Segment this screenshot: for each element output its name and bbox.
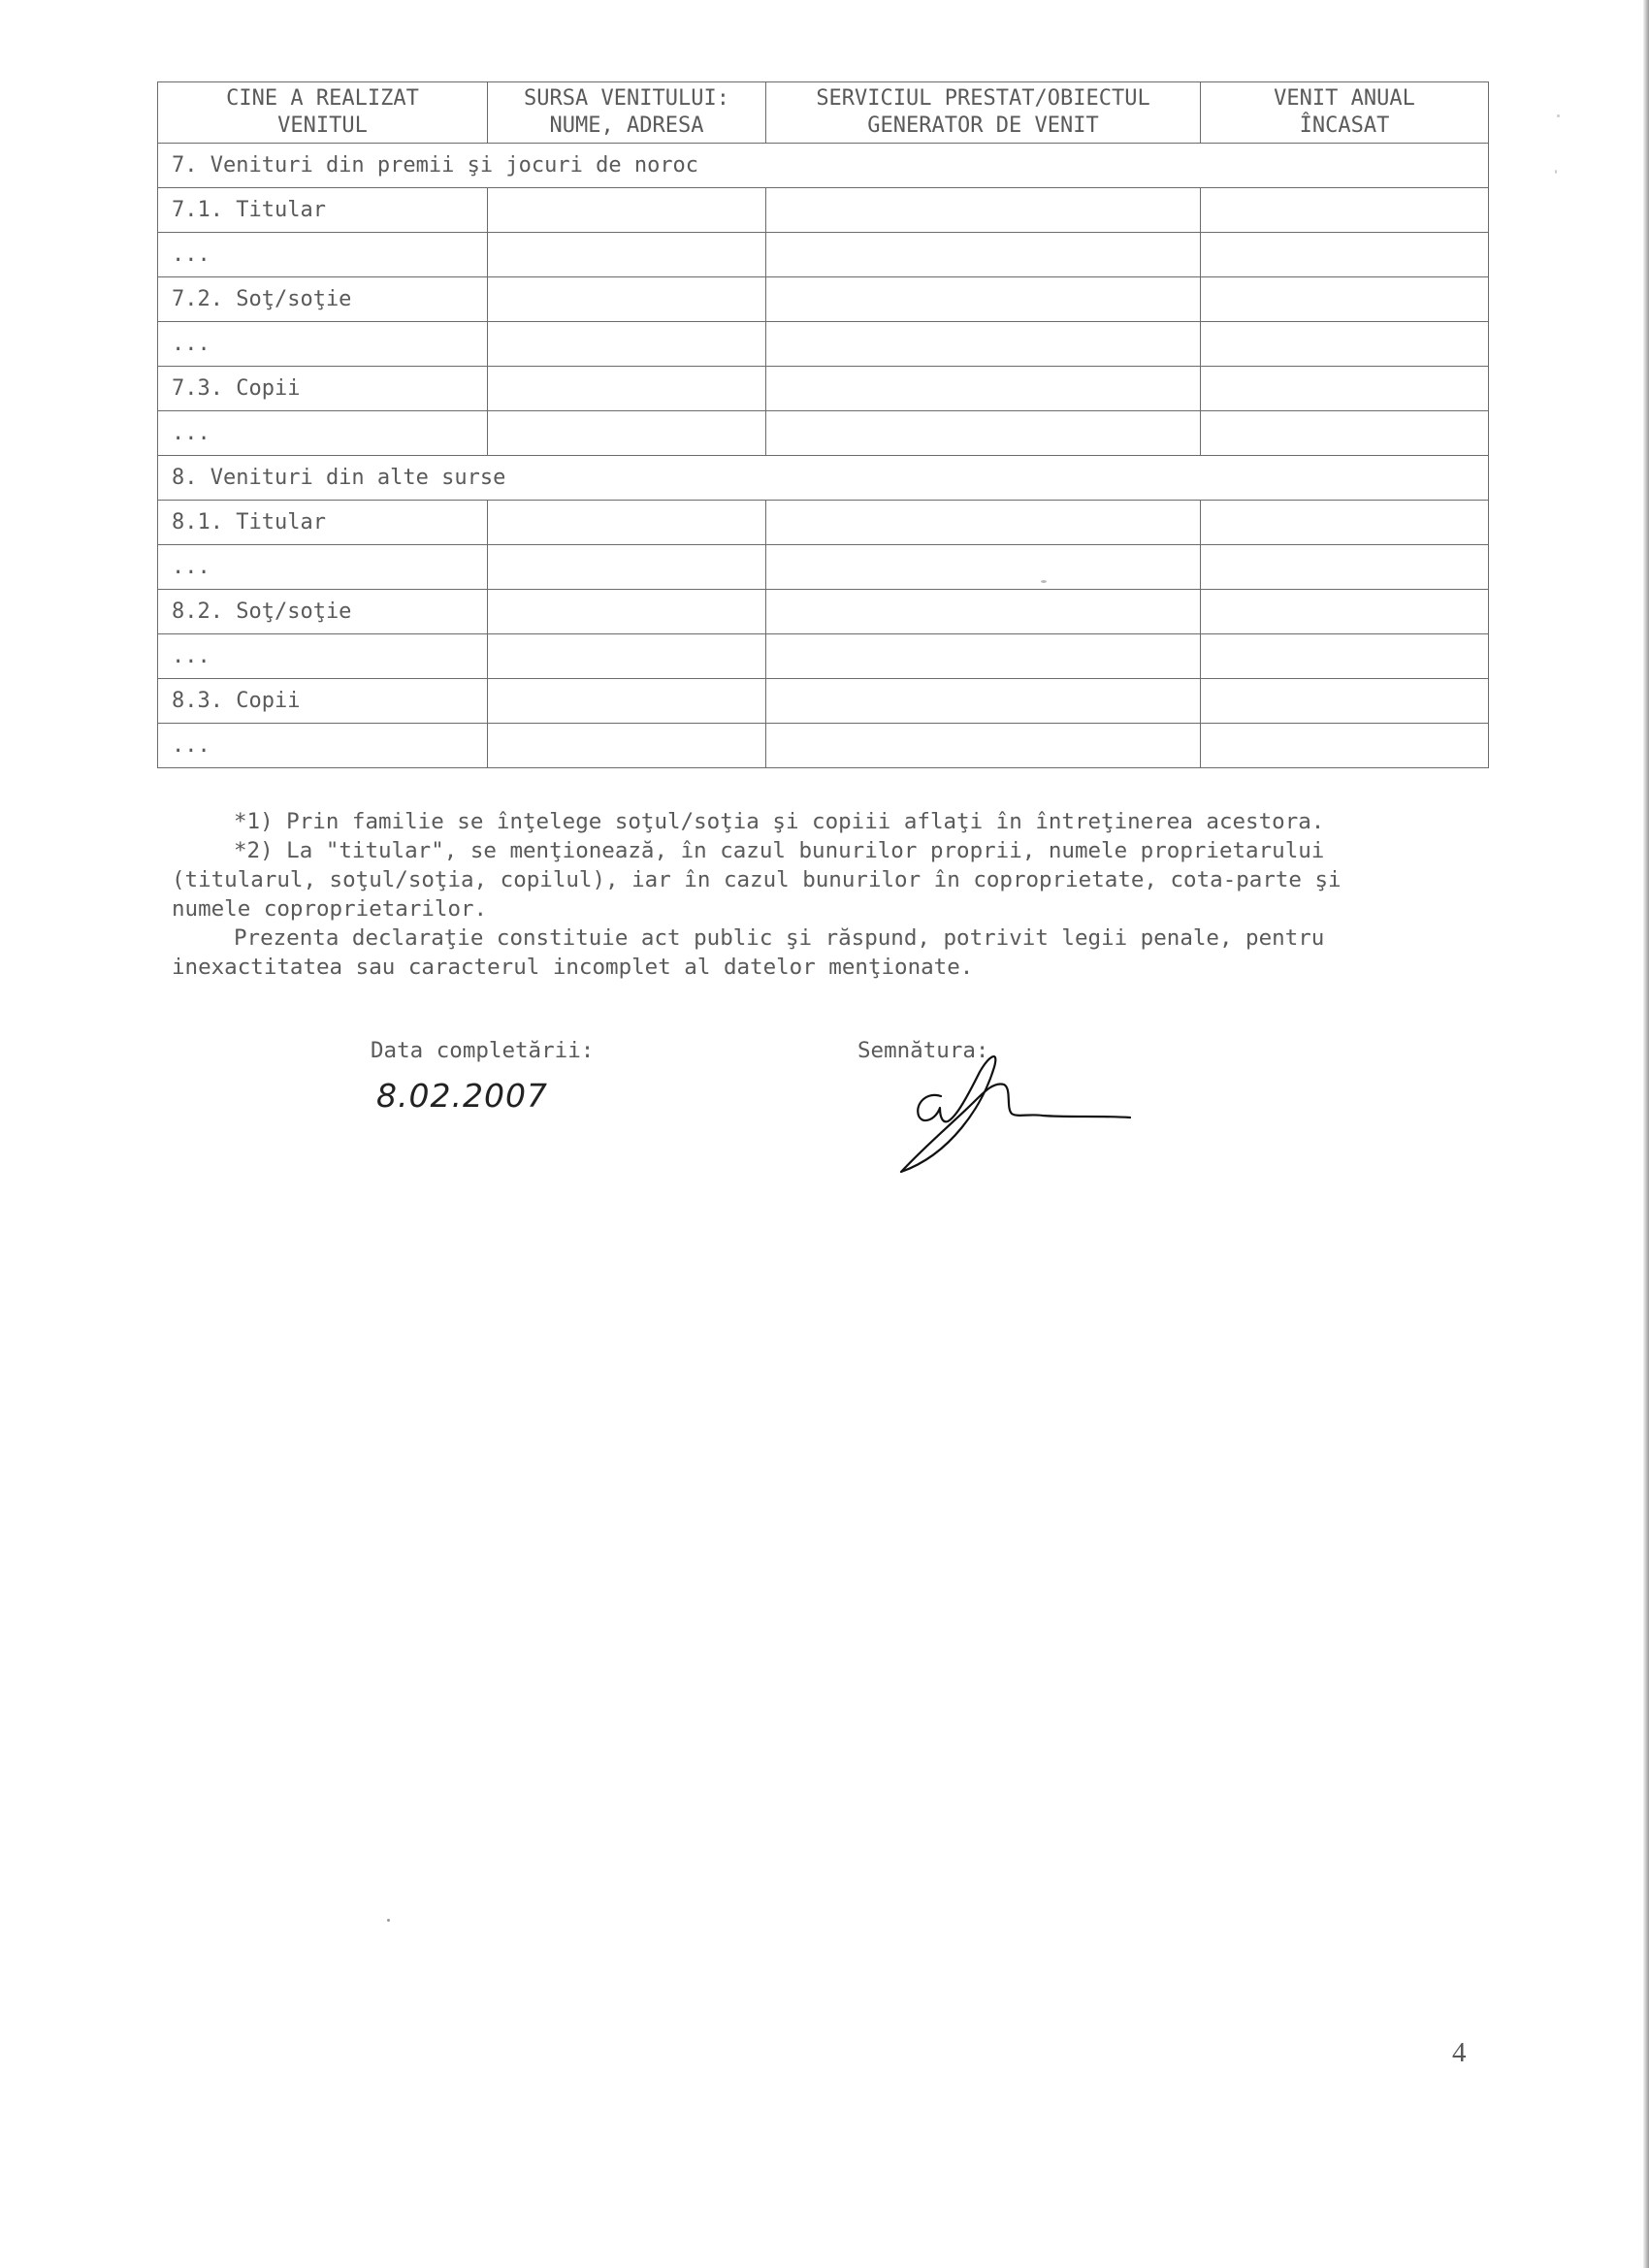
empty-cell — [1201, 590, 1489, 634]
empty-cell — [766, 634, 1201, 679]
table-row — [158, 188, 1489, 233]
empty-cell — [488, 411, 766, 456]
empty-cell — [1201, 634, 1489, 679]
empty-cell — [766, 545, 1201, 590]
row-label: ... — [158, 411, 488, 456]
signature-label: Semnătura: — [857, 1038, 989, 1063]
empty-cell — [488, 724, 766, 768]
empty-cell — [488, 322, 766, 367]
row-label: 8.1. Titular — [158, 501, 488, 545]
empty-cell — [1201, 724, 1489, 768]
row-label: ... — [158, 322, 488, 367]
empty-cell — [1201, 501, 1489, 545]
table-row — [158, 501, 1489, 545]
empty-cell — [1201, 367, 1489, 411]
row-label: ... — [158, 724, 488, 768]
page-number: 4 — [1452, 2037, 1467, 2068]
row-label: 7.2. Soţ/soţie — [158, 277, 488, 322]
empty-cell — [766, 501, 1201, 545]
empty-cell — [1201, 679, 1489, 724]
empty-cell — [766, 367, 1201, 411]
row-label: ... — [158, 233, 488, 277]
scan-speck — [1555, 170, 1557, 174]
table-header-row — [158, 82, 1489, 144]
empty-cell — [1201, 233, 1489, 277]
empty-cell — [488, 188, 766, 233]
section-title-row — [158, 456, 1489, 501]
row-label: ... — [158, 545, 488, 590]
table-row — [158, 634, 1489, 679]
empty-cell — [1201, 411, 1489, 456]
row-label: ... — [158, 634, 488, 679]
empty-cell — [488, 679, 766, 724]
empty-cell — [766, 233, 1201, 277]
empty-cell — [766, 188, 1201, 233]
empty-cell — [766, 411, 1201, 456]
empty-cell — [766, 679, 1201, 724]
legal-statement: Prezenta declaraţie constituie act public şi răspund, potrivit legii penale, pentru inexactitatea sau caracterul incomplet al datelor menţionate. — [172, 925, 1325, 980]
empty-cell — [1201, 322, 1489, 367]
empty-cell — [488, 367, 766, 411]
table-row — [158, 322, 1489, 367]
table-row — [158, 277, 1489, 322]
header-service: SERVICIUL PRESTAT/OBIECTUL GENERATOR DE VENIT — [766, 82, 1201, 144]
section-title-row — [158, 144, 1489, 188]
table-row — [158, 411, 1489, 456]
section-title: 8. Venituri din alte surse — [158, 456, 1489, 501]
footnotes — [172, 807, 1423, 982]
empty-cell — [488, 277, 766, 322]
empty-cell — [488, 501, 766, 545]
footnote-2: *2) La "titular", se menţionează, în cazul bunurilor proprii, numele proprietarului (titularul, soţul/soţia, copilul), iar în cazul bunurilor în coproprietate, cota-parte şi numele coproprietarilor. — [172, 838, 1342, 922]
table-row — [158, 724, 1489, 768]
row-label: 8.2. Soţ/soţie — [158, 590, 488, 634]
header-source: SURSA VENITULUI: NUME, ADRESA — [488, 82, 766, 144]
row-label: 7.3. Copii — [158, 367, 488, 411]
table-row — [158, 679, 1489, 724]
empty-cell — [488, 545, 766, 590]
table-row — [158, 233, 1489, 277]
empty-cell — [766, 590, 1201, 634]
empty-cell — [488, 233, 766, 277]
empty-cell — [766, 322, 1201, 367]
header-annual-income: VENIT ANUAL ÎNCASAT — [1201, 82, 1489, 144]
empty-cell — [488, 590, 766, 634]
empty-cell — [1201, 277, 1489, 322]
empty-cell — [488, 634, 766, 679]
empty-cell — [1201, 545, 1489, 590]
footnote-1: *1) Prin familie se înţelege soţul/soţia şi copiii aflaţi în întreţinerea acestora. — [234, 809, 1325, 834]
header-who: CINE A REALIZAT VENITUL — [158, 82, 488, 144]
table-row — [158, 590, 1489, 634]
row-label: 8.3. Copii — [158, 679, 488, 724]
table-row — [158, 367, 1489, 411]
scan-speck — [1557, 114, 1560, 117]
empty-cell — [1201, 188, 1489, 233]
scan-edge — [1643, 0, 1649, 2268]
handwritten-signature — [897, 1048, 1149, 1183]
section-title: 7. Venituri din premii şi jocuri de noroc — [158, 144, 1489, 188]
scan-speck — [387, 1919, 390, 1922]
date-label: Data completării: — [371, 1038, 595, 1063]
table-row — [158, 545, 1489, 590]
income-table — [157, 81, 1489, 768]
empty-cell — [766, 724, 1201, 768]
handwritten-date: 8.02.2007 — [376, 1077, 548, 1115]
scan-speck — [1041, 580, 1047, 583]
row-label: 7.1. Titular — [158, 188, 488, 233]
empty-cell — [766, 277, 1201, 322]
